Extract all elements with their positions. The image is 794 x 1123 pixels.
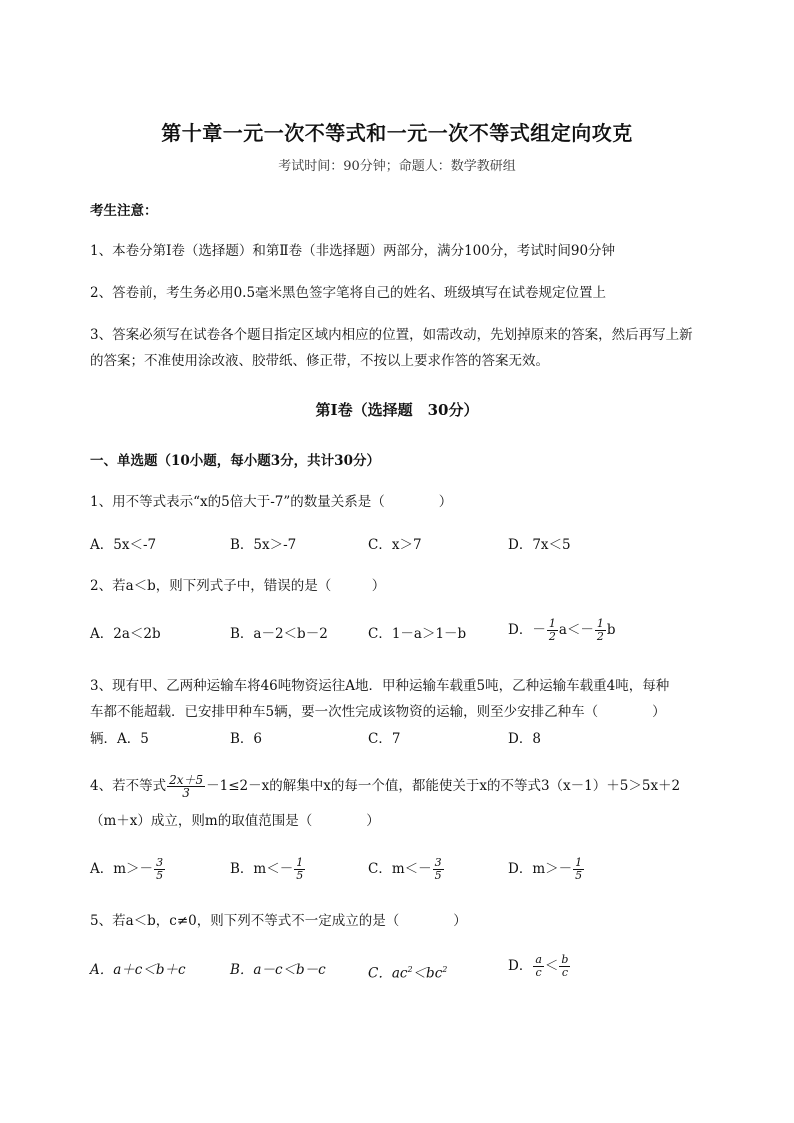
notice-item-3: 3、答案必须写在试卷各个题目指定区域内相应的位置，如需改动，先划掉原来的答案，然后再写上新 bbox=[90, 327, 693, 343]
question-3-stem-line2: 车都不能超载．已安排甲种车5辆，要一次性完成该物资的运输，则至少安排乙种车（ ） bbox=[90, 704, 666, 720]
q3-option-a[interactable]: 辆．A．5 bbox=[90, 731, 149, 747]
q3-option-b[interactable]: B．6 bbox=[230, 731, 263, 747]
q4-a-prefix: A．m＞－ bbox=[90, 861, 154, 877]
fraction-denominator: 2 bbox=[548, 630, 556, 643]
q2-option-a[interactable]: A．2a＜2b bbox=[90, 626, 161, 642]
question-2-stem: 2、若a＜b，则下列式子中，错误的是（ ） bbox=[90, 578, 386, 594]
q2-d-fraction-2 bbox=[595, 618, 606, 643]
fraction-denominator: 3 bbox=[182, 786, 190, 800]
q4-c-prefix: C．m＜－ bbox=[368, 861, 432, 877]
q5-option-d[interactable] bbox=[508, 954, 571, 979]
q4-a-fraction bbox=[154, 857, 165, 882]
q5-d-fraction-1 bbox=[533, 954, 544, 979]
fraction-numerator: b bbox=[561, 953, 569, 966]
notice-item-1: 1、本卷分第I卷（选择题）和第Ⅱ卷（非选择题）两部分，满分100分，考试时间90分钟 bbox=[90, 243, 616, 259]
q5-c-mid: ＜bc bbox=[412, 965, 443, 982]
q1-option-b[interactable]: B．5x＞-7 bbox=[230, 537, 297, 553]
fraction-denominator: 5 bbox=[434, 869, 442, 882]
q5-option-b[interactable]: B．a－c＜b－c bbox=[230, 962, 326, 978]
q5-d-fraction-2 bbox=[559, 954, 570, 979]
question-4-stem-line2: （m＋x）成立，则m的取值范围是（ ） bbox=[90, 813, 380, 829]
fraction-numerator: 1 bbox=[548, 617, 556, 630]
fraction-denominator: c bbox=[535, 966, 542, 979]
q4-d-prefix: D．m＞－ bbox=[508, 861, 573, 877]
fraction-numerator: a bbox=[535, 953, 542, 966]
fraction-denominator: 5 bbox=[575, 869, 583, 882]
q4-b-fraction bbox=[294, 857, 305, 882]
q3-option-d[interactable]: D．8 bbox=[508, 731, 541, 747]
q4-stem-suffix: －1≤2－x的解集中x的每一个值，都能使关于x的不等式3（x－1）＋5＞5x＋2 bbox=[206, 778, 681, 794]
q3-option-c[interactable]: C．7 bbox=[368, 731, 401, 747]
fraction-denominator: 5 bbox=[296, 869, 304, 882]
q2-d-fraction-1 bbox=[547, 618, 558, 643]
q4-option-b[interactable] bbox=[230, 857, 306, 882]
q2-option-c[interactable]: C．1－a＞1－b bbox=[368, 626, 467, 642]
q5-option-c[interactable] bbox=[368, 960, 447, 984]
fraction-denominator: 5 bbox=[156, 869, 164, 882]
q4-c-fraction bbox=[433, 857, 444, 882]
question-3-stem-line1: 3、现有甲、乙两种运输车将46吨物资运往A地．甲种运输车载重5吨，乙种运输车载重4吨，每种 bbox=[90, 678, 670, 694]
q2-option-d[interactable] bbox=[508, 618, 616, 643]
fraction-numerator: 3 bbox=[156, 856, 164, 869]
fraction-numerator: 1 bbox=[575, 856, 583, 869]
q5-d-lt: ＜ bbox=[544, 958, 559, 974]
fraction-denominator: c bbox=[561, 966, 568, 979]
q2-d-mid: a＜－ bbox=[558, 622, 594, 638]
q4-fraction bbox=[167, 774, 205, 799]
question-4-stem-line1 bbox=[90, 774, 734, 799]
superscript: 2 bbox=[407, 965, 413, 974]
q4-option-c[interactable] bbox=[368, 857, 445, 882]
notice-heading: 考生注意： bbox=[90, 203, 158, 219]
q1-option-c[interactable]: C．x＞7 bbox=[368, 537, 422, 553]
fraction-denominator: 2 bbox=[596, 630, 604, 643]
q5-option-a[interactable]: A．a＋c＜b＋c bbox=[90, 962, 186, 978]
q5-c-prefix: C．ac bbox=[368, 965, 408, 982]
q4-b-prefix: B．m＜－ bbox=[230, 861, 294, 877]
superscript: 2 bbox=[442, 965, 448, 974]
notice-item-3-cont: 的答案；不准使用涂改液、胶带纸、修正带，不按以上要求作答的答案无效。 bbox=[90, 353, 549, 369]
fraction-numerator: 1 bbox=[596, 617, 604, 630]
q1-option-a[interactable]: A．5x＜-7 bbox=[90, 537, 157, 553]
q2-d-suffix: b bbox=[606, 622, 616, 638]
q5-d-prefix: D． bbox=[508, 958, 533, 974]
section-title: 第I卷（选择题 30分） bbox=[315, 401, 479, 419]
q2-option-b[interactable]: B．a－2＜b－2 bbox=[230, 626, 328, 642]
q4-option-a[interactable] bbox=[90, 857, 166, 882]
fraction-numerator: 1 bbox=[296, 856, 304, 869]
question-5-stem: 5、若a＜b，c≠0，则下列不等式不一定成立的是（ ） bbox=[90, 913, 467, 929]
part-title: 一、单选题（10小题，每小题3分，共计30分） bbox=[90, 453, 380, 469]
fraction-numerator: 3 bbox=[434, 856, 442, 869]
fraction-numerator: 2x＋5 bbox=[169, 773, 204, 787]
question-1-stem: 1、用不等式表示“x的5倍大于-7”的数量关系是（ ） bbox=[90, 494, 453, 510]
q2-d-prefix: D．－ bbox=[508, 622, 546, 638]
q1-option-d[interactable]: D．7x＜5 bbox=[508, 537, 571, 553]
exam-subtitle: 考试时间：90分钟；命题人：数学教研组 bbox=[278, 159, 516, 174]
notice-item-2: 2、答卷前，考生务必用0.5毫米黑色签字笔将自己的姓名、班级填写在试卷规定位置上 bbox=[90, 285, 607, 301]
q4-option-d[interactable] bbox=[508, 857, 585, 882]
q4-stem-prefix: 4、若不等式 bbox=[90, 778, 167, 794]
page-title: 第十章一元一次不等式和一元一次不等式组定向攻克 bbox=[161, 121, 633, 145]
q4-d-fraction bbox=[573, 857, 584, 882]
